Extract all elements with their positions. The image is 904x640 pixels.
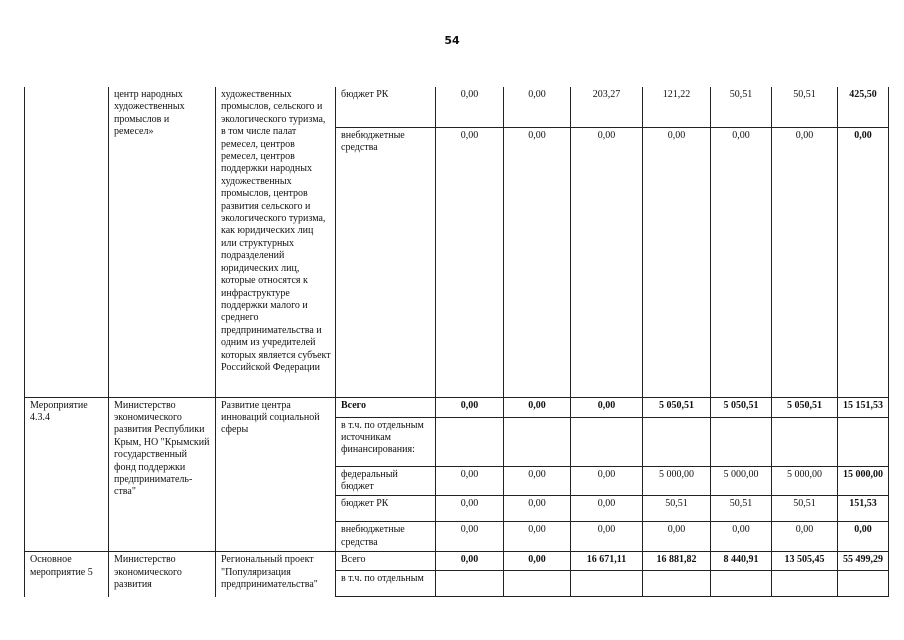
value-cell: 0,00 [504,397,571,417]
funding-source-cell: внебюджетные средства [336,127,436,397]
value-cell: 13 505,45 [772,552,838,571]
total-cell [838,571,889,597]
value-cell [436,571,504,597]
value-cell: 0,00 [504,496,571,522]
value-cell: 0,00 [571,466,643,496]
value-cell: 50,51 [772,87,838,127]
value-cell [772,417,838,466]
value-cell: 0,00 [504,552,571,571]
value-cell: 0,00 [436,552,504,571]
value-cell: 0,00 [772,522,838,552]
total-cell [838,417,889,466]
event-code-cell [25,87,109,397]
value-cell [643,417,711,466]
value-cell: 0,00 [571,127,643,397]
funding-source-cell: Всего [336,397,436,417]
table-row [25,552,889,571]
funding-source-cell: в т.ч. по отдельным [336,571,436,597]
total-cell: 55 499,29 [838,552,889,571]
value-cell [571,417,643,466]
executor-cell: центр народных художественных промыслов и ремесел» [109,87,216,397]
value-cell: 50,51 [772,496,838,522]
value-cell: 0,00 [711,127,772,397]
value-cell: 0,00 [436,522,504,552]
value-cell: 0,00 [504,466,571,496]
value-cell [504,417,571,466]
total-cell: 0,00 [838,127,889,397]
value-cell: 0,00 [571,496,643,522]
value-cell [711,417,772,466]
value-cell: 0,00 [436,496,504,522]
value-cell [504,571,571,597]
value-cell: 0,00 [436,87,504,127]
event-code-cell: Мероприятие 4.3.4 [25,397,109,552]
value-cell: 0,00 [436,466,504,496]
executor-cell: Министерство экономического развития Республики Крым, НО "Крымский государственный фонд поддержки предприниматель-ства" [109,397,216,552]
value-cell: 16 671,11 [571,552,643,571]
value-cell: 50,51 [711,496,772,522]
table-row [25,397,889,417]
description-cell: Развитие центра инноваций социальной сферы [216,397,336,552]
value-cell [711,571,772,597]
funding-source-cell: бюджет РК [336,496,436,522]
value-cell: 0,00 [504,127,571,397]
event-code-cell: Основное мероприятие 5 [25,552,109,597]
value-cell: 50,51 [711,87,772,127]
value-cell: 0,00 [436,397,504,417]
table-row [25,87,889,127]
value-cell [436,417,504,466]
value-cell: 0,00 [643,127,711,397]
financing-table [24,87,889,597]
description-cell: художественных промыслов, сельского и экологического туризма, в том числе палат ремесел, центров ремесел, центров поддержки народных художественных промыслов, центров развития сельского и экологического туризма, как юридических лиц или структурных подразделений юридических лиц, которые относятся к инфраструктуре поддержки малого и среднего предпринимательства и одним из учредителей которых является субъект Российской Федерации [216,87,336,397]
value-cell: 0,00 [711,522,772,552]
value-cell: 0,00 [504,522,571,552]
value-cell: 0,00 [504,87,571,127]
page-number: 54 [444,34,460,47]
value-cell: 0,00 [571,522,643,552]
total-cell: 425,50 [838,87,889,127]
funding-source-cell: в т.ч. по отдельным источникам финансирования: [336,417,436,466]
funding-source-cell: Всего [336,552,436,571]
total-cell: 15 000,00 [838,466,889,496]
value-cell: 203,27 [571,87,643,127]
total-cell: 151,53 [838,496,889,522]
funding-source-cell: внебюджетные средства [336,522,436,552]
value-cell: 0,00 [436,127,504,397]
value-cell: 5 050,51 [772,397,838,417]
value-cell: 5 000,00 [643,466,711,496]
value-cell: 5 000,00 [772,466,838,496]
value-cell: 121,22 [643,87,711,127]
value-cell: 5 050,51 [711,397,772,417]
value-cell: 0,00 [643,522,711,552]
value-cell: 50,51 [643,496,711,522]
value-cell [571,571,643,597]
value-cell: 5 050,51 [643,397,711,417]
funding-source-cell: бюджет РК [336,87,436,127]
value-cell [772,571,838,597]
total-cell: 0,00 [838,522,889,552]
value-cell: 8 440,91 [711,552,772,571]
funding-source-cell: федеральный бюджет [336,466,436,496]
executor-cell: Министерство экономического развития [109,552,216,597]
value-cell [643,571,711,597]
value-cell: 0,00 [772,127,838,397]
description-cell: Региональный проект "Популяризация предпринимательства" [216,552,336,597]
value-cell: 0,00 [571,397,643,417]
value-cell: 5 000,00 [711,466,772,496]
value-cell: 16 881,82 [643,552,711,571]
table-body [25,87,889,597]
total-cell: 15 151,53 [838,397,889,417]
